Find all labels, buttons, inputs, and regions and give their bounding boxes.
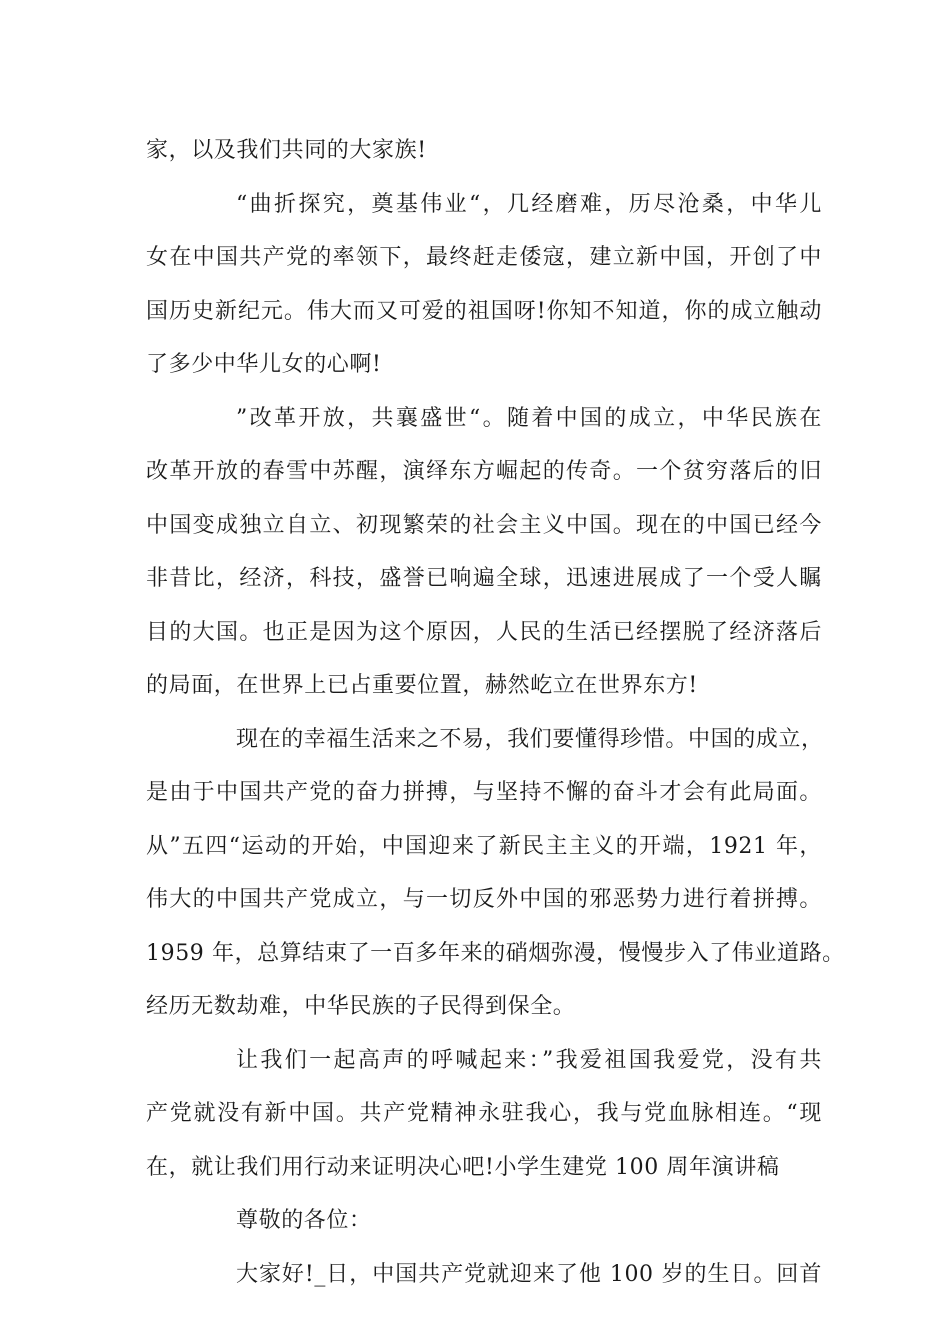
text-line: 1959 年，总算结束了一百多年来的硝烟弥漫，慢慢步入了伟业道路。 [146, 940, 845, 966]
text-line: “曲折探究，奠基伟业“，几经磨难，历尽沧桑，中华儿 [236, 191, 822, 217]
text-line: 伟大的中国共产党成立，与一切反外中国的邪恶势力进行着拼搏。 [146, 887, 822, 912]
text-line: 是由于中国共产党的奋力拼搏，与坚持不懈的奋斗才会有此局面。 [146, 780, 822, 805]
text-line: 在，就让我们用行动来证明决心吧!小学生建党 100 周年演讲稿 [146, 1154, 780, 1180]
document-body [146, 124, 845, 1301]
text-line: 女在中国共产党的率领下，最终赶走倭寇，建立新中国，开创了中 [146, 245, 822, 270]
text-line: 中国变成独立自立、初现繁荣的社会主义中国。现在的中国已经今 [146, 512, 822, 538]
text-line: 非昔比，经济，科技，盛誉已响遍全球，迅速进展成了一个受人瞩 [146, 566, 822, 591]
text-line: 了多少中华儿女的心啊! [146, 352, 382, 377]
text-line: 大家好!_日，中国共产党就迎来了他 100 岁的生日。回首 [236, 1261, 822, 1287]
text-line: 从”五四“运动的开始，中国迎来了新民主主义的开端，1921 年， [146, 833, 822, 859]
text-line: ”改革开放，共襄盛世“。随着中国的成立，中华民族在 [236, 405, 822, 431]
text-line: 的局面，在世界上已占重要位置，赫然屹立在世界东方! [146, 673, 698, 698]
text-line: 尊敬的各位： [236, 1208, 372, 1233]
text-line: 让我们一起高声的呼喊起来：”我爱祖国我爱党，没有共 [236, 1047, 822, 1073]
text-line: 目的大国。也正是因为这个原因，人民的生活已经摆脱了经济落后 [146, 619, 822, 645]
text-line: 家，以及我们共同的大家族! [146, 138, 427, 163]
text-line: 产党就没有新中国。共产党精神永驻我心，我与党血脉相连。“现 [146, 1101, 822, 1126]
text-line: 改革开放的春雪中苏醒，演绎东方崛起的传奇。一个贫穷落后的旧 [146, 459, 822, 484]
text-line: 现在的幸福生活来之不易，我们要懂得珍惜。中国的成立， [236, 726, 824, 752]
text-line: 国历史新纪元。伟大而又可爱的祖国呀!你知不知道，你的成立触动 [146, 298, 822, 324]
text-line: 经历无数劫难，中华民族的子民得到保全。 [146, 994, 576, 1019]
